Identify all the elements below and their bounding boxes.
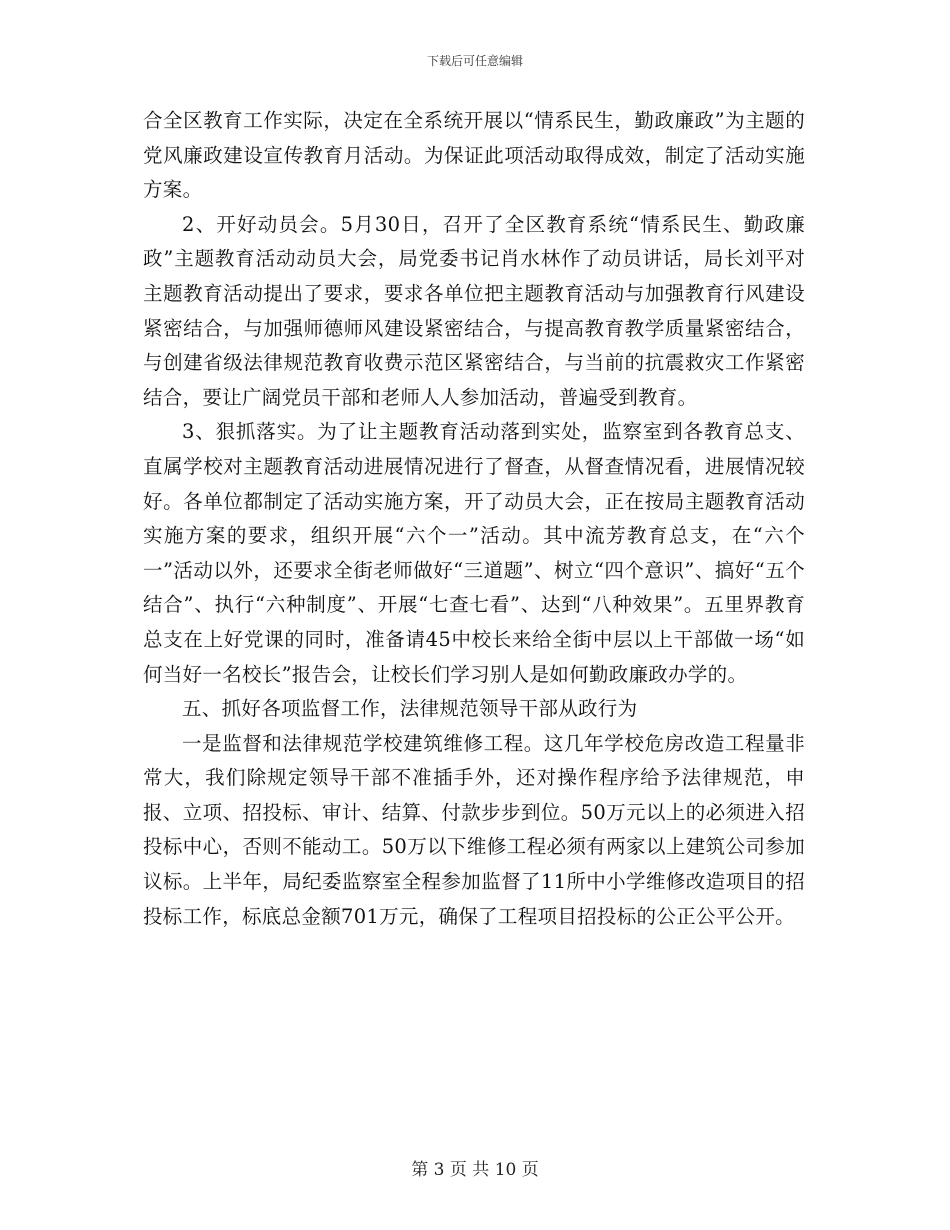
paragraph-mobilization-meeting: 2、开好动员会。5月30日，召开了全区教育系统“情系民生、勤政廉政”主题教育活动动员大会，局党委书记肖水林作了动员讲话，局长刘平对主题教育活动提出了要求，要求各单位把主题教育活动与加强教育行风建设紧密结合，与加强师德师风建设紧密结合，与提高教育教学质量紧密结合，与创建省级法律规范教育收费示范区紧密结合，与当前的抗震救灾工作紧密结合，要让广阔党员干部和老师人人参加活动，普遍受到教育。 [143,212,805,409]
page-number-footer: 第 3 页 共 10 页 [411,1160,539,1180]
page-header: 下载后可任意编辑 [426,54,523,68]
paragraph-implementation: 3、狠抓落实。为了让主题教育活动落到实处，监察室到各教育总支、直属学校对主题教育活动进展情况进行了督查，从督查情况看，进展情况较好。各单位都制定了活动实施方案，开了动员大会，正在按局主题教育活动实施方案的要求，组织开展“六个一”活动。其中流芳教育总支，在“六个一”活动以外，还要求全街老师做好“三道题”、树立“四个意识”、搞好“五个结合”、执行“六种制度”、开展“七查七看”、达到“八种效果”。五里界教育总支在上好党课的同时，准备请45中校长来给全街中层以上干部做一场“如何当好一名校长”报告会，让校长们学习别人是如何勤政廉政办学的。 [143,420,805,686]
document-body [143,104,805,934]
paragraph-continuation: 合全区教育工作实际，决定在全系统开展以“情系民生，勤政廉政”为主题的党风廉政建设宣传教育月活动。为保证此项活动取得成效，制定了活动实施方案。 [143,109,805,202]
paragraph-construction-supervision: 一是监督和法律规范学校建筑维修工程。这几年学校危房改造工程量非常大，我们除规定领导干部不准插手外，还对操作程序给予法律规范，申报、立项、招投标、审计、结算、付款步步到位。50万元以上的必须进入招投标中心，否则不能动工。50万以下维修工程必须有两家以上建筑公司参加议标。上半年，局纪委监察室全程参加监督了11所中小学维修改造项目的招投标工作，标底总金额701万元，确保了工程项目招投标的公正公平公开。 [143,731,805,928]
section-heading-supervision: 五、抓好各项监督工作，法律规范领导干部从政行为 [182,697,638,721]
